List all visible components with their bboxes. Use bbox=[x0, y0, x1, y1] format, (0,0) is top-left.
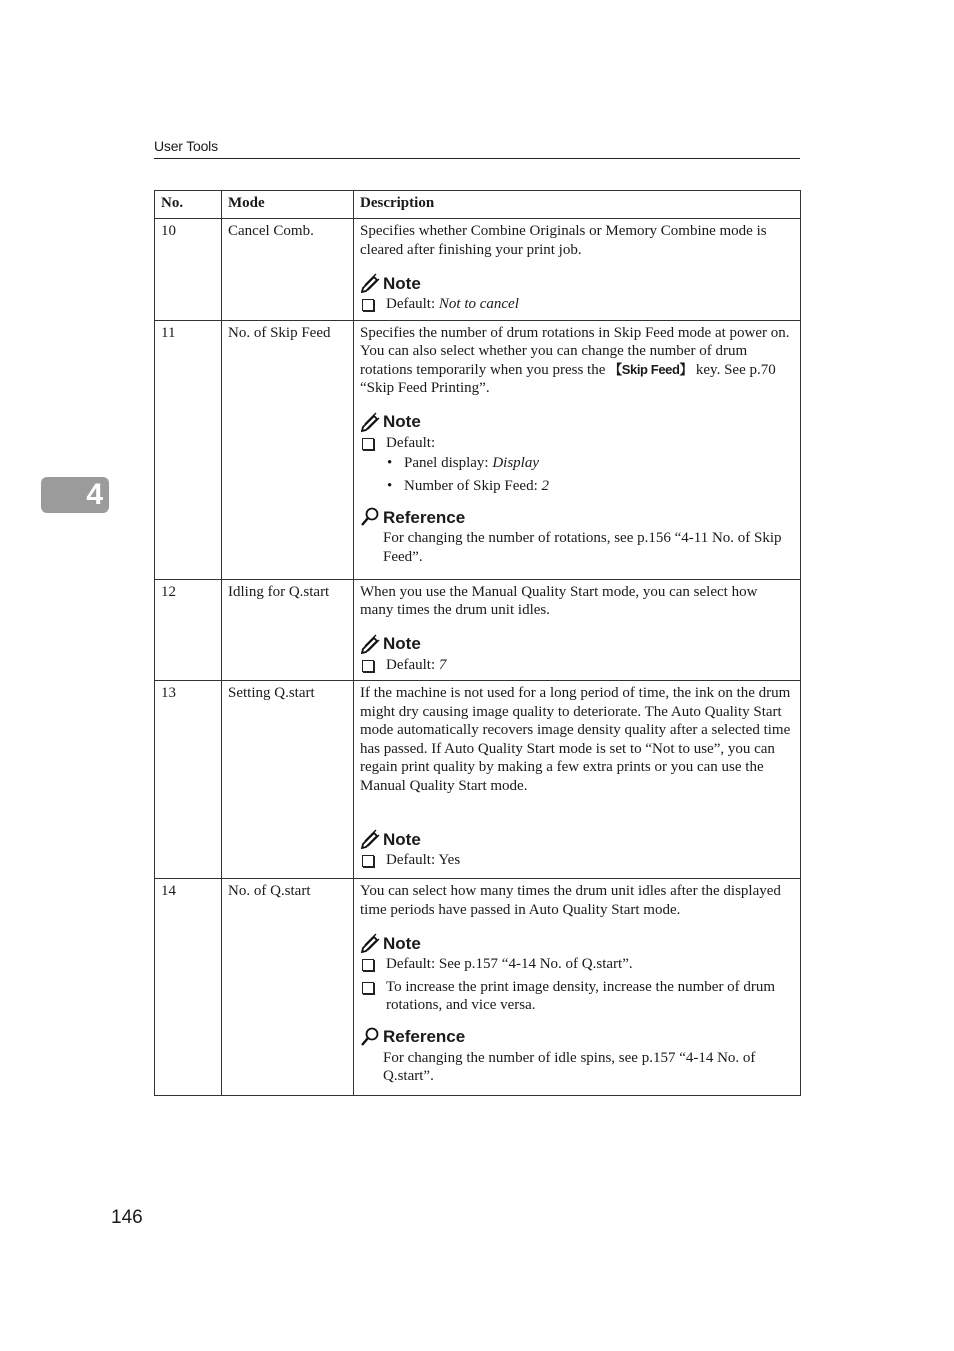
page-number: 146 bbox=[111, 1207, 143, 1228]
list-item: • Panel display: Display bbox=[404, 454, 794, 473]
pencil-icon bbox=[360, 412, 380, 432]
note-heading bbox=[360, 632, 794, 654]
header-rule bbox=[154, 158, 800, 159]
pencil-icon bbox=[360, 634, 380, 654]
row-description bbox=[354, 879, 801, 1096]
header-description: Description bbox=[354, 191, 801, 219]
checkbox-icon bbox=[362, 438, 374, 450]
table-row bbox=[155, 579, 801, 681]
pencil-icon bbox=[360, 933, 380, 953]
table-header-row bbox=[155, 191, 801, 219]
row-mode: Setting Q.start bbox=[222, 681, 354, 879]
row-number: 11 bbox=[155, 320, 222, 579]
reference-label: Reference bbox=[383, 507, 466, 527]
row-description bbox=[354, 219, 801, 321]
checkbox-icon bbox=[362, 299, 374, 311]
header-mode: Mode bbox=[222, 191, 354, 219]
description-text: If the machine is not used for a long period of time, the ink on the drum might dry causing image quality to deteriorate. The Auto Quality Start mode automatically recovers image density quality after a selected time has passed. If Auto Quality Start mode is set to “Not to use”, you can regain print quality by making a few extra prints or you can use the Manual Quality Start mode. bbox=[360, 685, 791, 794]
header-no: No. bbox=[155, 191, 222, 219]
magnifier-icon bbox=[360, 507, 380, 527]
row-description bbox=[354, 579, 801, 681]
row-number: 13 bbox=[155, 681, 222, 879]
user-tools-mode-table bbox=[154, 190, 801, 1096]
note-heading bbox=[360, 827, 794, 849]
note-item: Default: bbox=[360, 434, 794, 453]
note-label: Note bbox=[383, 412, 421, 431]
running-header: User Tools bbox=[154, 138, 218, 154]
row-number: 14 bbox=[155, 879, 222, 1096]
note-heading bbox=[360, 410, 794, 432]
row-mode: No. of Skip Feed bbox=[222, 320, 354, 579]
chapter-tab bbox=[41, 477, 109, 513]
reference-text: For changing the number of idle spins, see p.157 “4-14 No. of Q.start”. bbox=[383, 1049, 756, 1084]
row-number: 12 bbox=[155, 579, 222, 681]
reference-heading bbox=[360, 505, 794, 527]
note-heading bbox=[360, 271, 794, 293]
checkbox-icon bbox=[362, 982, 374, 994]
row-mode: Idling for Q.start bbox=[222, 579, 354, 681]
checkbox-icon bbox=[362, 959, 374, 971]
row-description bbox=[354, 681, 801, 879]
note-item: Default: 7 bbox=[360, 656, 794, 675]
description-text: Specifies whether Combine Originals or Memory Combine mode is cleared after finishing your print job. bbox=[360, 223, 767, 258]
list-item: • Number of Skip Feed: 2 bbox=[404, 477, 794, 496]
note-label: Note bbox=[383, 634, 421, 653]
row-mode: No. of Q.start bbox=[222, 879, 354, 1096]
note-label: Note bbox=[383, 273, 421, 293]
row-mode: Cancel Comb. bbox=[222, 219, 354, 321]
checkbox-icon bbox=[362, 660, 374, 672]
reference-text: For changing the number of rotations, see p.156 “4-11 No. of Skip Feed”. bbox=[383, 530, 782, 565]
reference-label: Reference bbox=[383, 1027, 466, 1046]
row-number: 10 bbox=[155, 219, 222, 321]
pencil-icon bbox=[360, 829, 380, 849]
description-text: Specifies the number of drum rotations in Skip Feed mode at power on. You can also select whether you can change the number of drum rotations temporarily when you press the 【Skip Feed】 key. See p.70 “Skip Feed Printing”. bbox=[360, 324, 790, 396]
skip-feed-key: 【Skip Feed】 bbox=[609, 361, 693, 377]
note-label: Note bbox=[383, 829, 421, 849]
magnifier-icon bbox=[360, 1027, 380, 1047]
pencil-icon bbox=[360, 273, 380, 293]
table-row bbox=[155, 879, 801, 1096]
table-row bbox=[155, 320, 801, 579]
table-row bbox=[155, 681, 801, 879]
chapter-number: 4 bbox=[86, 478, 103, 511]
note-label: Note bbox=[383, 933, 421, 953]
table-row bbox=[155, 219, 801, 321]
description-text: You can select how many times the drum unit idles after the displayed time periods have passed in Auto Quality Start mode. bbox=[360, 883, 781, 918]
default-values-list bbox=[404, 454, 794, 495]
note-item: Default: Yes bbox=[360, 851, 794, 870]
description-text: When you use the Manual Quality Start mode, you can select how many times the drum unit idles. bbox=[360, 583, 758, 618]
reference-heading bbox=[360, 1025, 794, 1047]
note-item: Default: See p.157 “4-14 No. of Q.start”. bbox=[360, 955, 794, 974]
checkbox-icon bbox=[362, 855, 374, 867]
note-item: Default: Not to cancel bbox=[360, 295, 794, 314]
row-description bbox=[354, 320, 801, 579]
note-heading bbox=[360, 931, 794, 953]
note-item: To increase the print image density, increase the number of drum rotations, and vice versa. bbox=[360, 978, 794, 1015]
